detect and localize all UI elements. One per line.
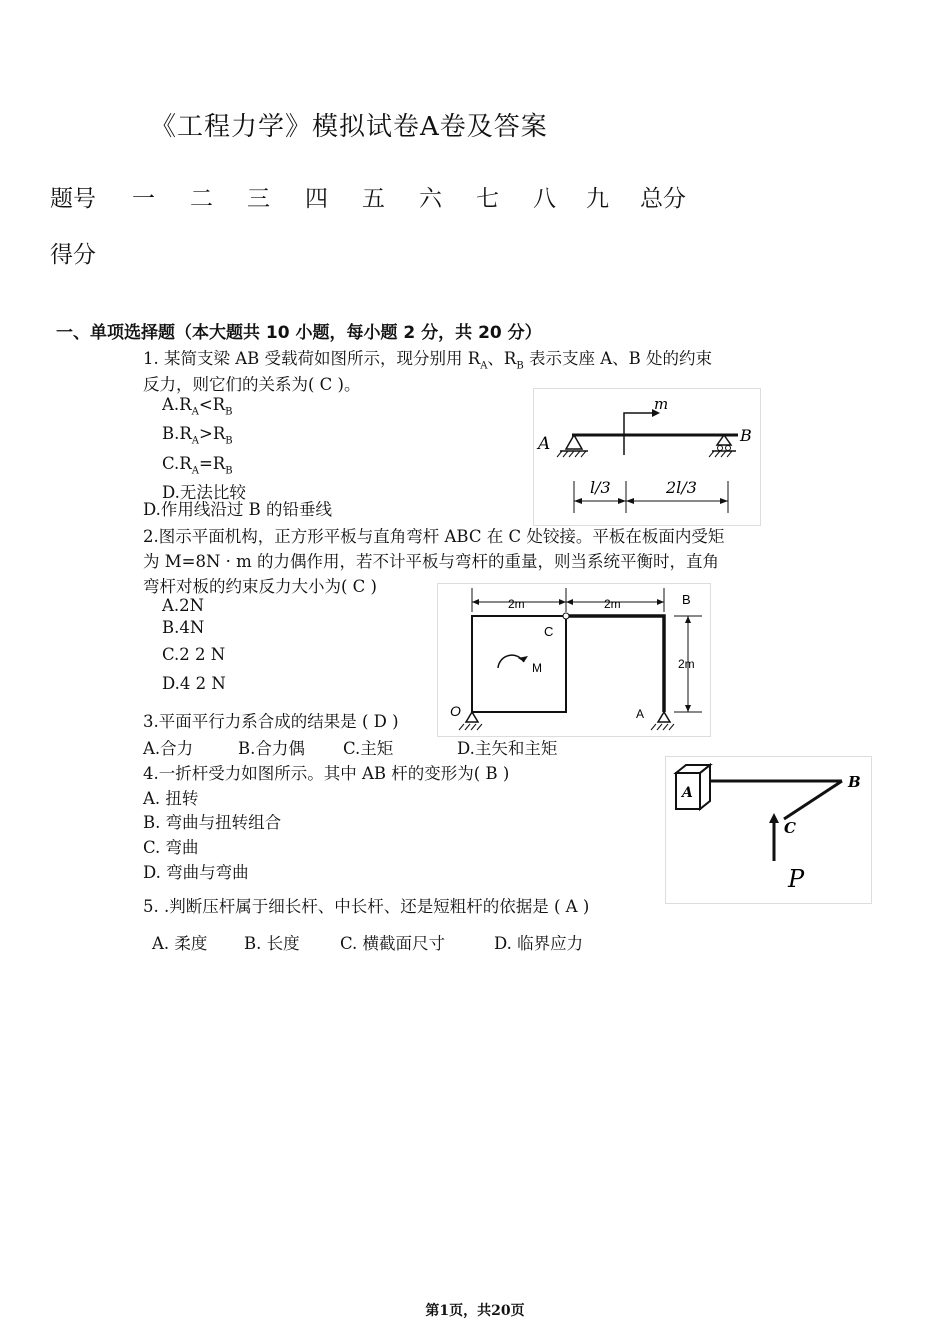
label-a: A — [682, 785, 693, 801]
wall-block-side — [700, 765, 710, 809]
dim-arrow — [626, 498, 634, 504]
dim-arrow — [559, 599, 566, 605]
dim-arrow — [685, 616, 691, 623]
q2-stem-line3: 弯杆对板的约束反力大小为( C ) — [143, 577, 377, 596]
q1-stem-line2: 反力，则它们的关系为( C )。 — [143, 375, 361, 394]
dim-label-3: 2m — [678, 657, 695, 671]
score-table-header — [50, 180, 700, 213]
q2-figure — [437, 583, 711, 737]
score-header-cell: 二 — [190, 186, 213, 212]
hatch-o — [459, 724, 482, 730]
dim-arrow — [618, 498, 626, 504]
dim-label-2: 2m — [604, 597, 621, 611]
support-a-label: A — [538, 434, 551, 454]
q5-option-d: D. 临界应力 — [494, 934, 584, 953]
plate-diagram — [438, 584, 710, 736]
q2-option-c: C.2 2 N — [162, 645, 226, 664]
q1-option-c: $C.R_A=R_B$ — [162, 453, 233, 476]
support-o — [466, 712, 478, 722]
page-title: 《工程力学》模拟试卷A卷及答案 — [150, 112, 548, 142]
q1-stem-line1 — [143, 345, 712, 371]
dim-arrow — [685, 705, 691, 712]
q1-text-a: 1. 某简支梁 AB 受载荷如图所示，现分别用 R — [143, 349, 481, 368]
q5-option-b: B. 长度 — [244, 934, 300, 953]
q2-stem-line1: 2.图示平面机构，正方形平板与直角弯杆 ABC 在 C 处铰接。平板在板面内受矩 — [143, 527, 725, 546]
hatch-a — [651, 724, 674, 730]
q1-figure — [533, 388, 761, 526]
q1-sep: 、R — [487, 349, 517, 368]
dim-arrow — [720, 498, 728, 504]
q5-stem: 5. .判断压杆属于细长杆、中长杆、还是短粗杆的依据是 ( A ) — [143, 897, 590, 916]
bent-bar-diagram — [666, 757, 871, 903]
bar-bc — [784, 781, 842, 819]
score-header-cell: 五 — [362, 186, 385, 212]
q4-figure — [665, 756, 872, 904]
q1-options — [162, 394, 246, 504]
score-header-cell: 一 — [132, 186, 155, 212]
dim-arrow — [472, 599, 479, 605]
bent-bar — [566, 616, 664, 712]
q4-option-c: C. 弯曲 — [143, 838, 199, 857]
q1-option-b: $B.R_A>R_B$ — [162, 424, 233, 447]
q4-option-a: A. 扭转 — [143, 789, 199, 808]
q4-stem: 4.一折杆受力如图所示。其中 AB 杆的变形为( B ) — [143, 764, 510, 783]
q1-sub-a: A — [480, 360, 488, 372]
score-header-cell: 七 — [476, 186, 499, 212]
score-row-label: 得分 — [50, 242, 96, 268]
hatch-a — [557, 451, 586, 457]
force-p-arrowhead — [769, 813, 779, 823]
q5-option-c: C. 横截面尺寸 — [340, 934, 446, 953]
section-heading: 一、单项选择题（本大题共 10 小题，每小题 2 分，共 20 分） — [56, 323, 542, 343]
q1-text-b: 表示支座 A、B 处的约束 — [523, 349, 712, 368]
roller-wheel — [718, 446, 723, 451]
dim-arrow — [566, 599, 573, 605]
pin-support-a — [566, 435, 582, 449]
moment-label: M — [532, 661, 542, 675]
hinge-c — [563, 613, 569, 619]
q5-option-a: A. 柔度 — [152, 934, 208, 953]
score-header-cell: 九 — [586, 186, 609, 212]
label-c: C — [544, 624, 554, 639]
q1-option-d: D.无法比较 — [162, 482, 246, 502]
moment-label: m — [654, 395, 669, 413]
q2-option-a: A.2N — [162, 596, 205, 615]
score-header-cell: 总分 — [640, 186, 686, 212]
score-header-cell: 题号 — [50, 186, 96, 212]
dim-label-1: 2m — [508, 597, 525, 611]
q4-option-d: D. 弯曲与弯曲 — [143, 863, 249, 882]
q3-stem: 3.平面平行力系合成的结果是 ( D ) — [143, 712, 399, 731]
dim-arrow — [574, 498, 582, 504]
support-a — [658, 712, 670, 722]
beam-diagram — [534, 389, 760, 525]
moment-arc — [498, 655, 524, 668]
q5-options — [152, 930, 583, 954]
q1-extra-line: D.作用线沿过 B 的铅垂线 — [143, 500, 333, 519]
support-b-label: B — [740, 426, 752, 445]
label-o: O — [450, 703, 461, 719]
hatch-b — [709, 451, 732, 457]
q4-option-b: B. 弯曲与扭转组合 — [143, 813, 282, 832]
q2-option-b: B.4N — [162, 618, 205, 637]
score-header-cell: 四 — [305, 186, 328, 212]
q1-option-a: $A.R_A<R_B$ — [162, 395, 233, 418]
label-p: P — [788, 865, 805, 893]
q3-option-b: B.合力偶 — [238, 739, 305, 758]
label-b: B — [682, 592, 691, 607]
score-header-cell: 六 — [419, 186, 442, 212]
score-header-cell: 八 — [533, 186, 556, 212]
label-c: C — [784, 819, 796, 837]
label-b: B — [848, 773, 861, 791]
dim-arrow — [657, 599, 664, 605]
q3-option-a: A.合力 — [143, 739, 194, 758]
q3-option-d: D.主矢和主矩 — [457, 739, 558, 758]
q3-option-c: C.主矩 — [343, 739, 394, 758]
q2-stem-line2: 为 M=8N · m 的力偶作用，若不计平板与弯杆的重量，则当系统平衡时，直角 — [143, 552, 720, 571]
score-header-cell: 三 — [247, 186, 270, 212]
q1-sub-b: B — [516, 360, 524, 372]
page-footer: 第1页，共20页 — [425, 1303, 525, 1319]
q3-options — [143, 735, 557, 759]
dim-label-2l3: 2l/3 — [666, 478, 697, 497]
roller-wheel — [726, 446, 731, 451]
label-a: A — [636, 707, 645, 721]
dim-label-l3: l/3 — [590, 478, 611, 497]
q2-option-d: D.4 2 N — [162, 674, 226, 693]
